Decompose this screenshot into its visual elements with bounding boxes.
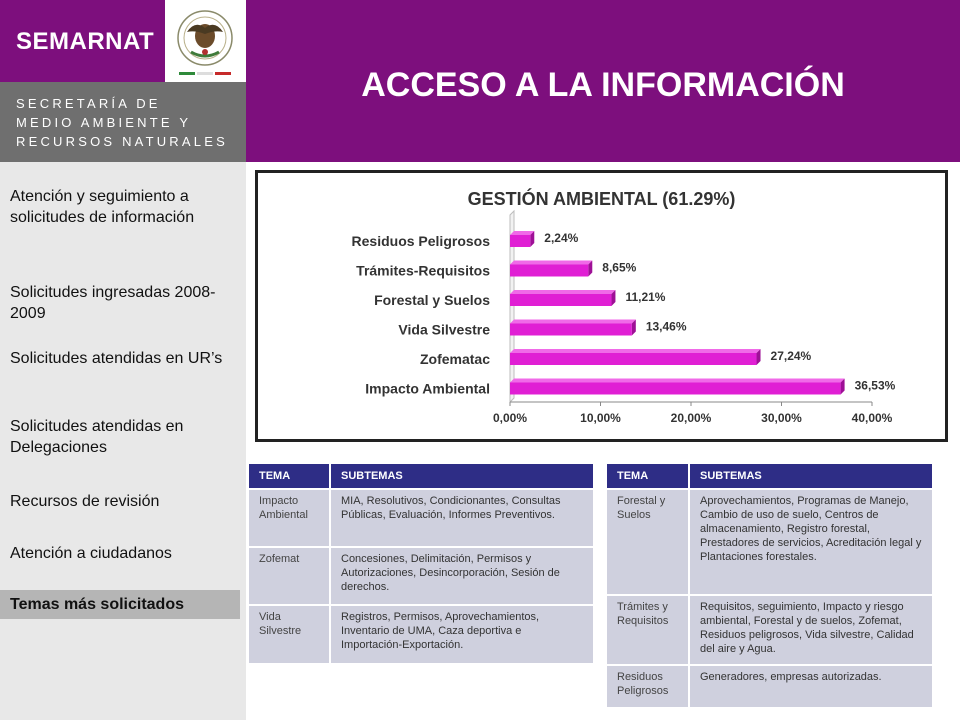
col-header-subtemas: SUBTEMAS [689,464,932,489]
secretaria-line-1: SECRETARÍA DE [16,96,161,111]
nav-item-solicitudes-ingresadas[interactable]: Solicitudes ingresadas 2008-2009 [10,284,216,322]
col-header-tema: TEMA [249,464,330,489]
bar [510,265,588,277]
bar-top [510,261,592,265]
table-row [607,665,932,707]
semarnat-logo [0,0,165,82]
x-tick-label: 10,00% [580,411,621,425]
bar-top [510,231,534,235]
bar [510,324,632,336]
data-label: 11,21% [625,290,666,304]
category-label: Residuos Peligrosos [351,233,490,249]
table-row [249,489,593,547]
table-row [249,547,593,605]
header-band [246,0,960,162]
table-row [607,595,932,665]
secretaria-line-2: MEDIO AMBIENTE Y [16,115,192,130]
tema-cell: Zofemat [249,547,330,605]
secretaria-block [0,82,246,162]
sidebar-nav [0,162,246,720]
x-tick-label: 40,00% [851,411,893,425]
bar-top [510,379,845,383]
nav-item-temas-solicitados[interactable]: Temas más solicitados [0,590,240,619]
data-label: 36,53% [854,378,896,393]
nav-item-solicitudes-urs[interactable]: Solicitudes atendidas en UR’s [10,350,223,367]
table-row [249,605,593,663]
subtemas-cell: Concesiones, Delimitación, Permisos y Autorizaciones, Desincorporación, Sesión de derechos. [330,547,593,605]
x-tick-label: 0,00% [492,411,528,425]
data-label: 2,24% [544,231,579,245]
bar-top [510,320,636,324]
tema-cell: Impacto Ambiental [249,489,330,547]
chart-panel [255,170,948,442]
topics-table-left [249,464,593,663]
bar-top [510,290,615,294]
nav-item-recursos-revision[interactable]: Recursos de revisión [10,493,160,510]
subtemas-cell: Requisitos, seguimiento, Impacto y riesgo ambiental, Forestal y de suelos, Zofemat, Residuos peligrosos, Vida silvestre, Calidad del aire y Agua. [689,595,932,665]
tema-cell: Vida Silvestre [249,605,330,663]
chart-title: GESTIÓN AMBIENTAL (61.29%) [467,189,736,209]
subtemas-cell: Registros, Permisos, Aprovechamientos, Inventario de UMA, Caza deportiva e Importación-Exportación. [330,605,593,663]
national-seal [165,0,246,82]
bar [510,235,530,247]
secretaria-line-3: RECURSOS NATURALES [16,134,228,149]
category-label: Forestal y Suelos [374,292,490,308]
subtemas-cell: Generadores, empresas autorizadas. [689,665,932,707]
tema-cell: Trámites y Requisitos [607,595,689,665]
topics-table-right [607,464,932,707]
data-label: 27,24% [770,349,812,363]
nav-item-atencion-ciudadanos[interactable]: Atención a ciudadanos [10,545,172,562]
bar-top [510,349,761,353]
nav-item-atencion-seguimiento[interactable]: Atención y seguimiento a solicitudes de información [10,188,195,226]
category-label: Impacto Ambiental [365,380,490,397]
eagle-seal-icon [165,0,246,82]
category-label: Zofematac [419,351,490,367]
col-header-tema: TEMA [607,464,689,489]
data-label: 13,46% [645,319,687,334]
x-tick-label: 20,00% [670,411,712,425]
tema-cell: Forestal y Suelos [607,489,689,595]
bar [510,383,841,395]
category-label: Vida Silvestre [398,321,490,338]
bar [510,294,611,306]
table-row [607,489,932,595]
bar [510,353,757,365]
data-label: 8,65% [602,260,637,275]
logo-text: SEMARNAT [16,28,155,55]
nav-item-solicitudes-delegaciones[interactable]: Solicitudes atendidas en Delegaciones [10,418,184,456]
page-title: ACCESO A LA INFORMACIÓN [361,66,845,104]
subtemas-cell: Aprovechamientos, Programas de Manejo, Cambio de uso de suelo, Centros de almacenamiento, Registro forestal, Prestadores de servicios, Acreditación legal y Plantaciones forestales. [689,489,932,595]
tema-cell: Residuos Peligrosos [607,665,689,707]
x-tick-label: 30,00% [761,411,802,425]
col-header-subtemas: SUBTEMAS [330,464,593,489]
category-label: Trámites-Requisitos [356,262,490,279]
subtemas-cell: MIA, Resolutivos, Condicionantes, Consultas Públicas, Evaluación, Informes Preventivos. [330,489,593,547]
bar-chart [258,173,945,439]
